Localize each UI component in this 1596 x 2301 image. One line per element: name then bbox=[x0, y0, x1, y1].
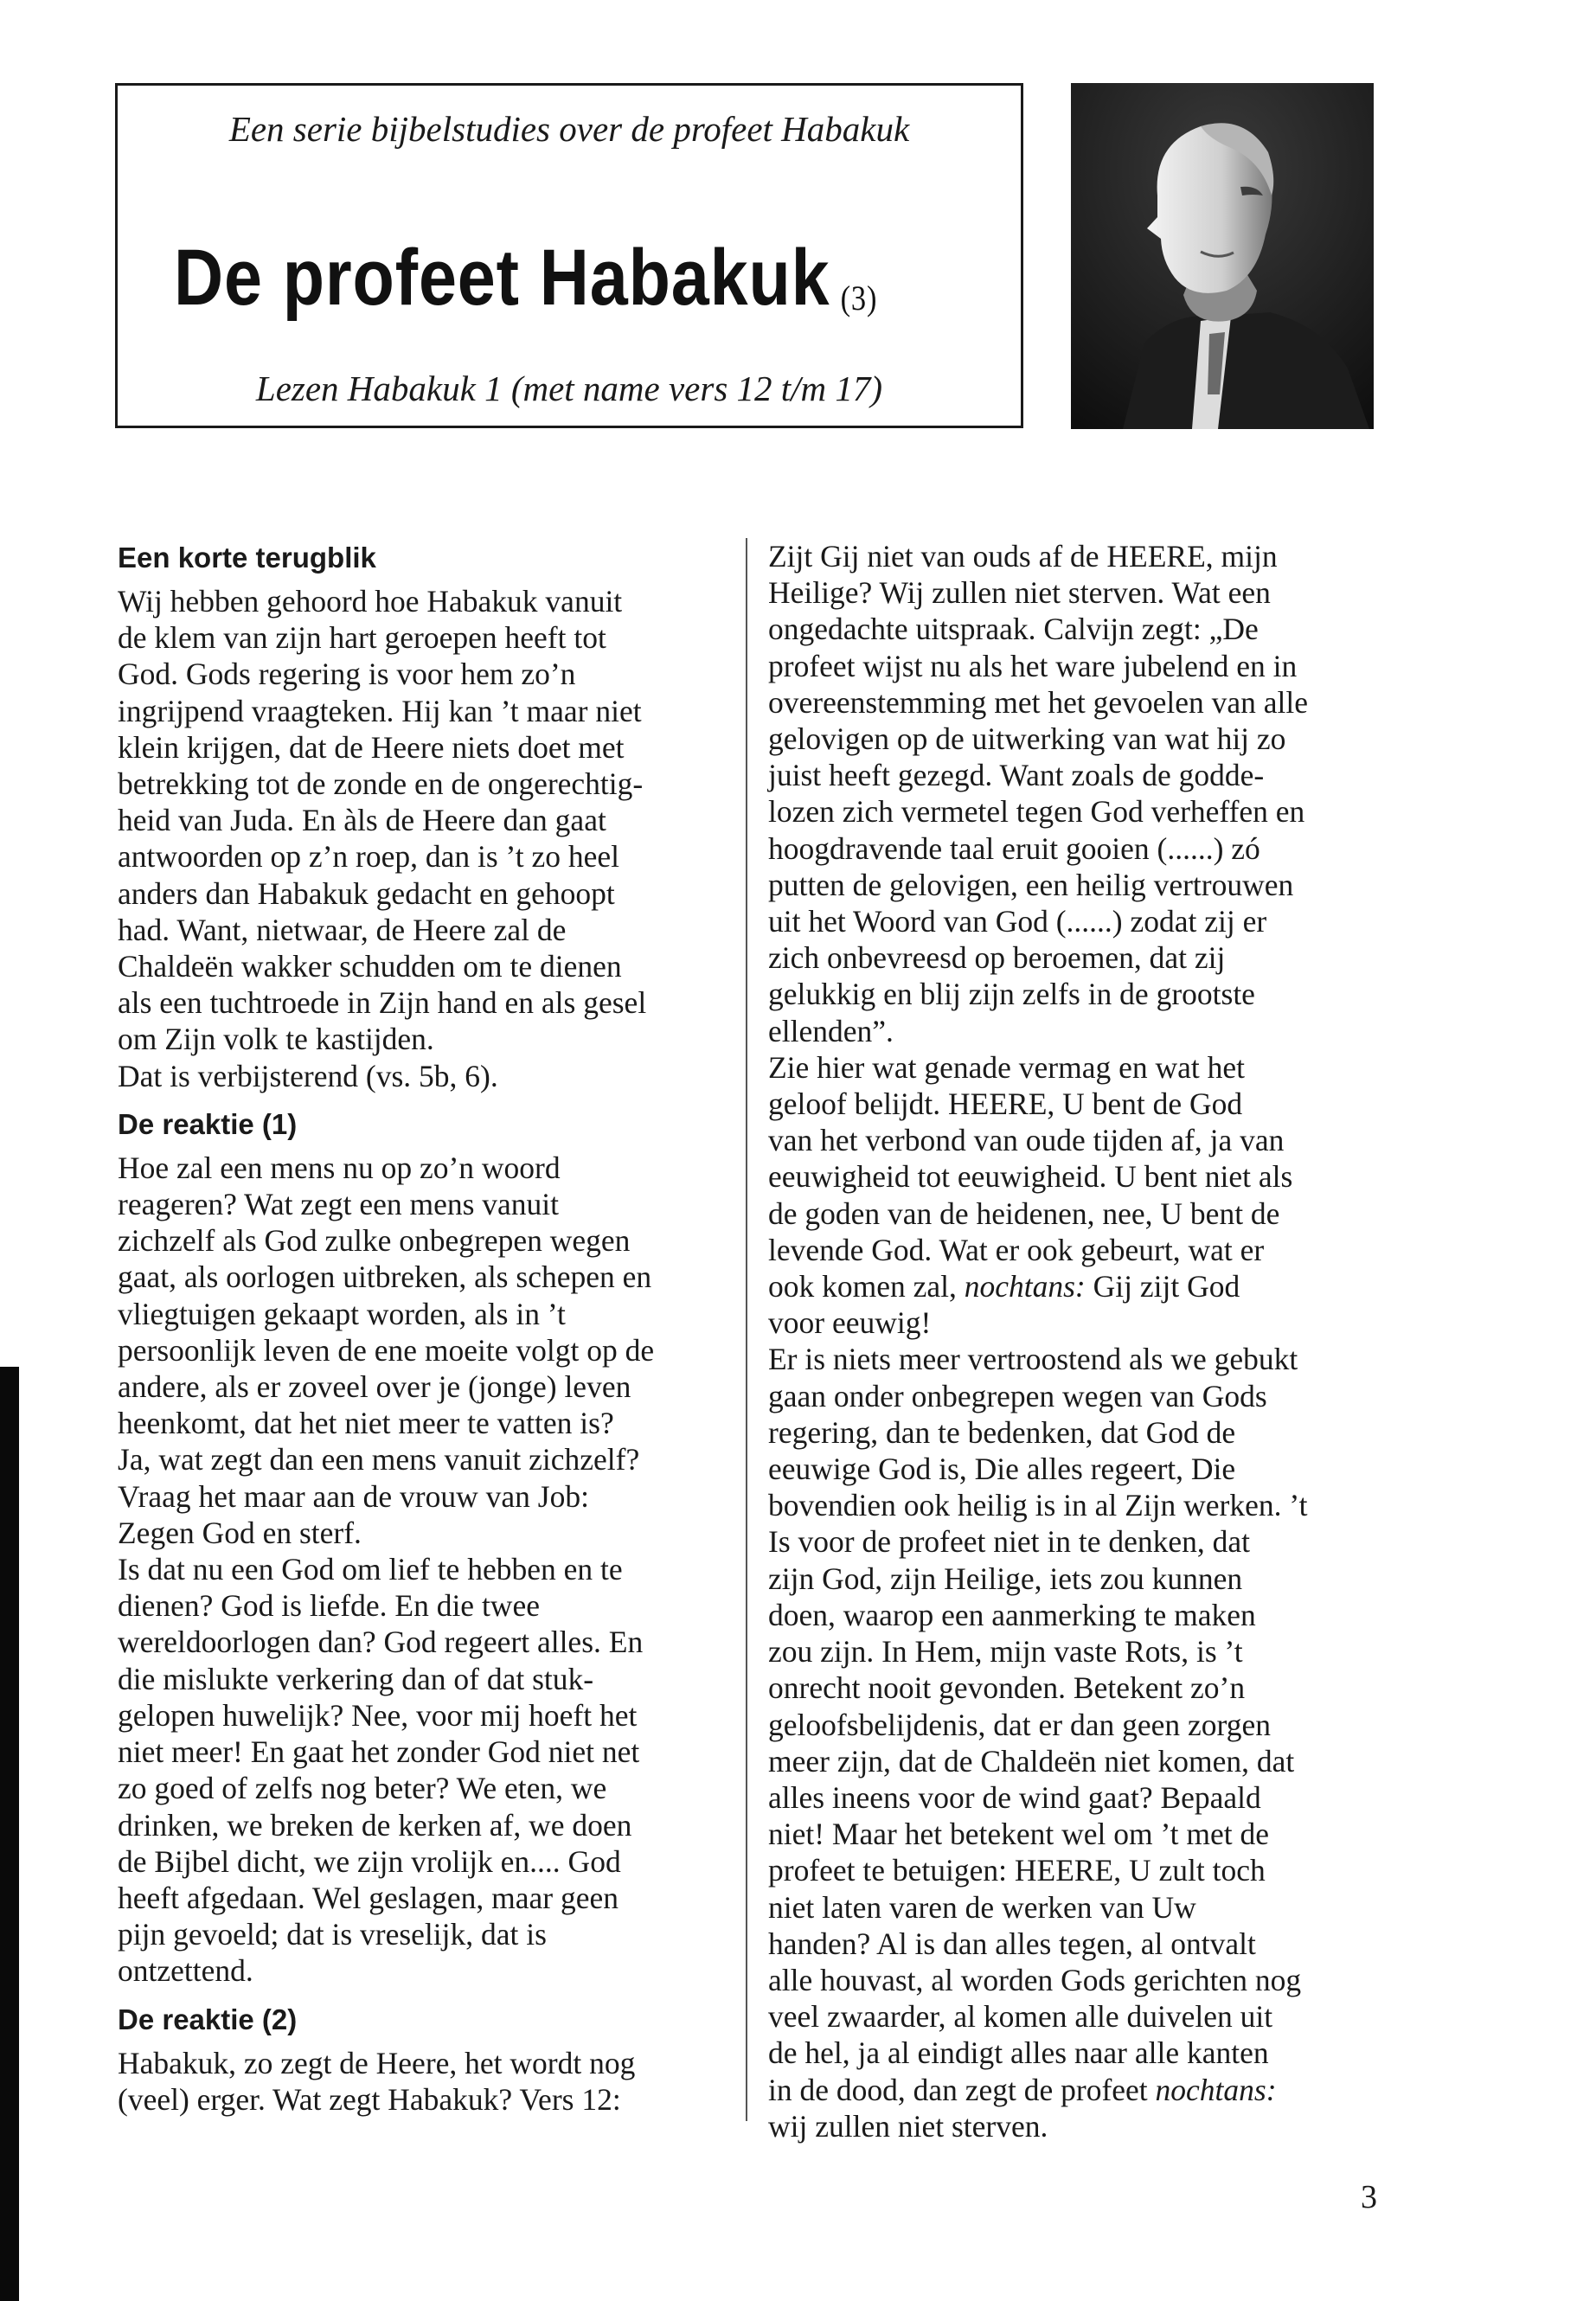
emphasis-nochtans: nochtans: bbox=[1155, 2072, 1277, 2107]
text-line: die mislukte verkering dan of dat stuk- bbox=[118, 1661, 594, 1696]
text-line: veel zwaarder, al komen alle duivelen uit bbox=[768, 1999, 1273, 2035]
text-line: Zijt Gij niet van ouds af de HEERE, mijn bbox=[768, 539, 1278, 574]
text-line: levende God. Wat er ook gebeurt, wat er bbox=[768, 1232, 1265, 1267]
emphasis-nochtans: nochtans: bbox=[964, 1269, 1086, 1304]
text-line: de goden van de heidenen, nee, U bent de bbox=[768, 1195, 1280, 1231]
left-column bbox=[118, 538, 723, 2118]
text-line: heenkomt, dat het niet meer te vatten is? bbox=[118, 1406, 614, 1441]
text-line: gaan onder onbegrepen wegen van Gods bbox=[768, 1378, 1267, 1413]
text-line: gaat, als oorlogen uitbreken, als schepen en bbox=[118, 1259, 652, 1295]
text-line: putten de gelovigen, een heilig vertrouwen bbox=[768, 867, 1294, 902]
text-line: niet meer! En gaat het zonder God niet net bbox=[118, 1734, 640, 1770]
text-line: eeuwige God is, Die alles regeert, Die bbox=[768, 1452, 1236, 1487]
paragraph-reaktie-2 bbox=[118, 2045, 723, 2118]
paragraph-calvijn-quote bbox=[768, 538, 1408, 1049]
text-line: klein krijgen, dat de Heere niets doet met bbox=[118, 729, 625, 765]
text-line: onrecht nooit gevonden. Betekent zo’n bbox=[768, 1670, 1246, 1706]
text-line: drinken, we breken de kerken af, we doen bbox=[118, 1807, 632, 1843]
text-line: bovendien ook heilig is in al Zijn werken. ’t bbox=[768, 1488, 1308, 1523]
text-line: handen? Al is dan alles tegen, al ontvalt bbox=[768, 1926, 1256, 1961]
text-line: (veel) erger. Wat zegt Habakuk? Vers 12: bbox=[118, 2081, 621, 2117]
text-fragment: in de dood, dan zegt de profeet bbox=[768, 2072, 1148, 2107]
page-number: 3 bbox=[1361, 2179, 1377, 2215]
text-line: Heilige? Wij zullen niet sterven. Wat een bbox=[768, 575, 1271, 611]
text-line: geloofsbelijdenis, dat er dan geen zorgen bbox=[768, 1707, 1271, 1742]
portrait-svg bbox=[1071, 83, 1374, 429]
text-line: wereldoorlogen dan? God regeert alles. En bbox=[118, 1625, 644, 1660]
reading-reference: Lezen Habakuk 1 (met name vers 12 t/m 17) bbox=[255, 369, 883, 408]
text-line: gelukkig en blij zijn zelfs in de grootste bbox=[768, 977, 1255, 1012]
text-line: zou zijn. In Hem, mijn vaste Rots, is ’t bbox=[768, 1634, 1243, 1670]
text-line: juist heeft gezegd. Want zoals de godde- bbox=[768, 758, 1265, 793]
text-line: de hel, ja al eindigt alles naar alle kanten bbox=[768, 2035, 1269, 2071]
text-line: ongedachte uitspraak. Calvijn zegt: „De bbox=[768, 612, 1259, 647]
text-line: zijn God, zijn Heilige, iets zou kunnen bbox=[768, 1561, 1243, 1596]
text-line: Zie hier wat genade vermag en wat het bbox=[768, 1049, 1245, 1085]
text-line: reageren? Wat zegt een mens vanuit bbox=[118, 1187, 560, 1222]
section-heading-terugblik: Een korte terugblik bbox=[118, 542, 376, 574]
text-line: voor eeuwig! bbox=[768, 1305, 932, 1341]
text-line: overeenstemming met het gevoelen van alle bbox=[768, 684, 1308, 720]
text-line: hoogdravende taal eruit gooien (......) zó bbox=[768, 830, 1260, 866]
text-line: anders dan Habakuk gedacht en gehoopt bbox=[118, 875, 615, 911]
text-line: van het verbond van oude tijden af, ja van bbox=[768, 1123, 1285, 1158]
text-line: ellenden”. bbox=[768, 1013, 894, 1048]
text-line: profeet te betuigen: HEERE, U zult toch bbox=[768, 1853, 1266, 1888]
scan-edge-bar bbox=[0, 1367, 19, 2301]
text-line: God. Gods regering is voor hem zo’n bbox=[118, 657, 576, 692]
page-title bbox=[174, 233, 877, 324]
part-number: (3) bbox=[840, 279, 878, 317]
text-line: Wij hebben gehoord hoe Habakuk vanuit bbox=[118, 584, 623, 619]
series-subtitle: Een serie bijbelstudies over de profeet Habakuk bbox=[228, 109, 910, 149]
text-line: alle houvast, al worden Gods gerichten nog bbox=[768, 1962, 1302, 1997]
text-line: Zegen God en sterf. bbox=[118, 1515, 362, 1550]
text-line: als een tuchtroede in Zijn hand en als gesel bbox=[118, 985, 647, 1021]
text-line: ontzettend. bbox=[118, 1953, 253, 1989]
text-line: zo goed of zelfs nog beter? We eten, we bbox=[118, 1771, 607, 1806]
text-line: dienen? God is liefde. En die twee bbox=[118, 1588, 540, 1624]
text-line bbox=[768, 2072, 1408, 2108]
text-line: zich onbevreesd op beroemen, dat zij bbox=[768, 940, 1226, 976]
text-line: gelovigen op de uitwerking van wat hij zo bbox=[768, 721, 1286, 757]
text-line: pijn gevoeld; dat is vreselijk, dat is bbox=[118, 1917, 547, 1952]
text-line: betrekking tot de zonde en de ongerechtig- bbox=[118, 766, 644, 802]
paragraph-vertroosting bbox=[768, 1341, 1408, 2144]
text-line: had. Want, nietwaar, de Heere zal de bbox=[118, 912, 567, 947]
text-line: eeuwigheid tot eeuwigheid. U bent niet als bbox=[768, 1159, 1293, 1195]
section-heading-reaktie-1: De reaktie (1) bbox=[118, 1107, 298, 1140]
section-heading-reaktie-2: De reaktie (2) bbox=[118, 2003, 298, 2035]
text-line: Hoe zal een mens nu op zo’n woord bbox=[118, 1150, 561, 1185]
text-line: Habakuk, zo zegt de Heere, het wordt nog bbox=[118, 2045, 636, 2080]
text-line: de klem van zijn hart geroepen heeft tot bbox=[118, 620, 606, 656]
text-line: Ja, wat zegt dan een mens vanuit zichzelf? bbox=[118, 1442, 640, 1477]
text-line: lozen zich vermetel tegen God verheffen en bbox=[768, 794, 1305, 830]
text-fragment: Gij zijt God bbox=[1093, 1269, 1240, 1304]
text-line: Is dat nu een God om lief te hebben en te bbox=[118, 1552, 623, 1587]
paragraph-genade bbox=[768, 1049, 1408, 1342]
text-line: doen, waarop een aanmerking te maken bbox=[768, 1597, 1256, 1632]
page-title-text: De profeet Habakuk bbox=[174, 234, 830, 322]
text-fragment: ook komen zal, bbox=[768, 1269, 957, 1304]
text-line: heeft afgedaan. Wel geslagen, maar geen bbox=[118, 1880, 619, 1915]
text-line: alles ineens voor de wind gaat? Bepaald bbox=[768, 1779, 1261, 1815]
text-line: Vraag het maar aan de vrouw van Job: bbox=[118, 1478, 589, 1514]
text-line: niet! Maar het betekent wel om ’t met de bbox=[768, 1817, 1269, 1852]
text-line: ingrijpend vraagteken. Hij kan ’t maar niet bbox=[118, 693, 642, 728]
text-line: andere, als er zoveel over je (jonge) leven bbox=[118, 1369, 631, 1405]
text-line: Dat is verbijsterend (vs. 5b, 6). bbox=[118, 1058, 498, 1093]
paragraph-terugblik bbox=[118, 583, 723, 1094]
text-line: profeet wijst nu als het ware jubelend en in bbox=[768, 648, 1298, 683]
text-line: regering, dan te bedenken, dat God de bbox=[768, 1414, 1236, 1450]
text-line: meer zijn, dat de Chaldeën niet komen, dat bbox=[768, 1743, 1295, 1779]
title-box bbox=[115, 83, 1023, 428]
text-line: de Bijbel dicht, we zijn vrolijk en.... God bbox=[118, 1843, 621, 1879]
text-line: gelopen huwelijk? Nee, voor mij hoeft het bbox=[118, 1697, 638, 1733]
text-line: uit het Woord van God (......) zodat zij er bbox=[768, 904, 1267, 939]
portrait-photo-icon bbox=[1071, 83, 1374, 429]
text-line: geloof belijdt. HEERE, U bent de God bbox=[768, 1086, 1243, 1122]
text-line: Is voor de profeet niet in te denken, dat bbox=[768, 1524, 1250, 1560]
text-line: om Zijn volk te kastijden. bbox=[118, 1022, 434, 1057]
text-line: Chaldeën wakker schudden om te dienen bbox=[118, 949, 622, 984]
text-line: persoonlijk leven de ene moeite volgt op de bbox=[118, 1332, 655, 1368]
right-column bbox=[768, 538, 1408, 2144]
column-divider bbox=[746, 538, 747, 2121]
text-line: heid van Juda. En àls de Heere dan gaat bbox=[118, 803, 606, 838]
text-line: niet laten varen de werken van Uw bbox=[768, 1889, 1196, 1925]
paragraph-reaktie-1 bbox=[118, 1150, 723, 1990]
text-line: Er is niets meer vertroostend als we gebukt bbox=[768, 1342, 1298, 1377]
text-line: zichzelf als God zulke onbegrepen wegen bbox=[118, 1223, 631, 1259]
text-line bbox=[768, 1268, 1408, 1304]
text-line: vliegtuigen gekaapt worden, als in ’t bbox=[118, 1296, 566, 1331]
text-line: antwoorden op z’n roep, dan is ’t zo heel bbox=[118, 839, 619, 875]
text-line: wij zullen niet sterven. bbox=[768, 2108, 1048, 2144]
